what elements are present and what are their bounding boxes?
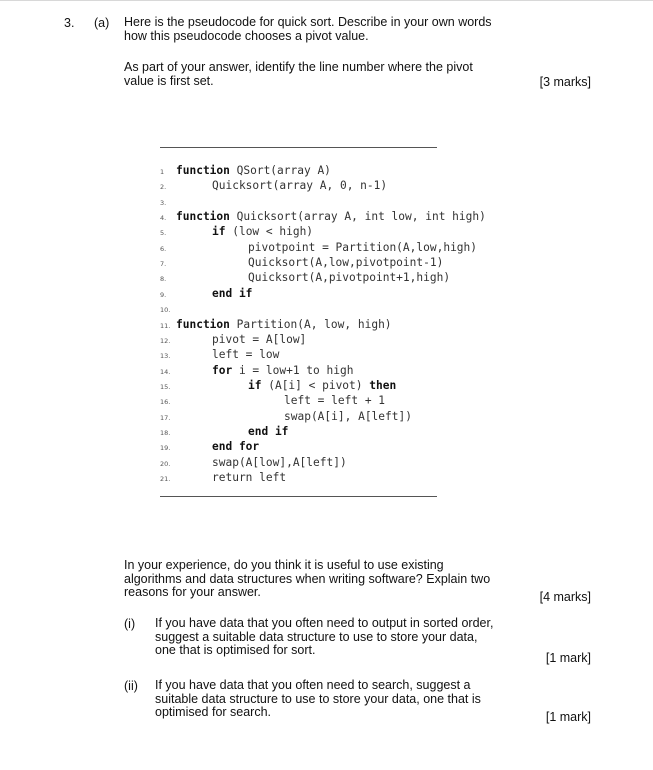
code-text: return left: [212, 471, 287, 484]
question-intro-line: Here is the pseudocode for quick sort. Describe in your own words: [124, 15, 492, 29]
code-line: [248, 241, 477, 254]
code-line-number: 9.: [160, 290, 167, 299]
code-line: [176, 318, 392, 331]
code-line: [212, 333, 306, 346]
code-keyword: function: [176, 210, 230, 224]
sub-question-i-line: one that is optimised for sort.: [155, 643, 316, 657]
code-line-number: 12.: [160, 336, 171, 345]
code-line-number: 13.: [160, 352, 171, 361]
code-line-number: 17.: [160, 413, 171, 422]
code-line-number: 4.: [160, 214, 167, 223]
marks-sub-ii: [1 mark]: [545, 710, 591, 724]
part-b-line: In your experience, do you think it is useful to use existing: [124, 558, 444, 572]
code-text: Quicksort(array A, 0, n-1): [212, 179, 388, 193]
code-line-number: 8.: [160, 275, 167, 284]
sub-question-i: [155, 617, 493, 658]
code-text: left = left + 1: [284, 394, 386, 408]
code-text: Quicksort(array A, int low, int high): [229, 210, 486, 224]
code-line: [248, 271, 450, 284]
code-keyword: function: [176, 164, 230, 177]
code-line: [176, 210, 486, 223]
code-keyword: end for: [212, 440, 260, 454]
code-line-number: 10.: [160, 306, 171, 315]
code-keyword: for: [212, 363, 233, 377]
code-line: [176, 164, 331, 177]
code-text: (low < high): [225, 225, 314, 239]
code-keyword: function: [176, 317, 230, 331]
code-line-number: 3.: [160, 198, 167, 207]
marks-sub-i: [1 mark]: [545, 651, 591, 665]
code-text: pivot = A[low]: [212, 332, 307, 346]
code-text: left = low: [212, 348, 280, 362]
question-intro-line: how this pseudocode chooses a pivot value.: [124, 28, 369, 43]
code-text: i = low+1 to high: [232, 363, 354, 377]
code-line-number: 20.: [160, 459, 171, 468]
code-line-number: 19.: [160, 444, 171, 453]
code-line: [212, 471, 286, 484]
sub-question-ii-line: optimised for search.: [155, 705, 272, 719]
code-line: [212, 348, 279, 361]
code-text: (A[i] < pivot): [261, 378, 370, 392]
code-line-number: 2.: [160, 183, 167, 192]
sub-question-i-line: If you have data that you often need to output in sorted order,: [155, 616, 494, 630]
code-line: [212, 225, 313, 238]
code-line: [284, 394, 385, 407]
question-part-label: (a): [94, 16, 110, 30]
code-line: [212, 287, 252, 300]
code-line: [212, 440, 259, 453]
sub-question-ii-label: (ii): [124, 679, 138, 693]
question-answer-instructions: [124, 61, 473, 88]
code-keyword: then: [369, 378, 397, 392]
sub-question-ii-line: suitable data structure to use to store your data, one that is: [155, 691, 481, 706]
code-text: pivotpoint = Partition(A,low,high): [248, 240, 478, 254]
code-keyword: if: [212, 225, 226, 239]
code-text: swap(A[low],A[left]): [212, 455, 347, 469]
code-top-rule: [160, 147, 437, 148]
code-line-number: 5.: [160, 229, 167, 238]
sub-question-i-line: suggest a suitable data structure to use to store your data,: [155, 629, 478, 644]
part-b-question: [124, 559, 490, 600]
code-bottom-rule: [160, 496, 437, 497]
marks-part-b: [4 marks]: [539, 590, 591, 604]
code-keyword: end if: [248, 424, 289, 438]
code-line-number: 1: [160, 168, 165, 176]
code-line: [212, 456, 347, 469]
code-text: Partition(A, low, high): [229, 317, 392, 331]
code-line: [212, 179, 387, 192]
code-text: QSort(array A): [229, 164, 331, 177]
code-line-number: 16.: [160, 398, 171, 407]
question-number: 3.: [64, 16, 75, 30]
sub-question-ii-line: If you have data that you often need to search, suggest a: [155, 678, 471, 692]
sub-question-ii: [155, 679, 481, 720]
code-line-number: 18.: [160, 428, 171, 437]
code-line: [248, 425, 288, 438]
code-line: [212, 364, 353, 377]
page-top-border: [0, 0, 653, 1]
part-b-line: algorithms and data structures when writing software? Explain two: [124, 571, 491, 586]
code-line: [248, 256, 443, 269]
part-b-line: reasons for your answer.: [124, 585, 261, 599]
code-keyword: end if: [212, 286, 253, 300]
sub-question-i-label: (i): [124, 617, 136, 631]
answer-instruction-line: value is first set.: [124, 73, 214, 88]
marks-part-a: [3 marks]: [539, 75, 591, 89]
code-text: Quicksort(A,low,pivotpoint-1): [248, 256, 444, 270]
code-line: [248, 379, 396, 392]
question-intro: [124, 16, 492, 43]
code-line-number: 7.: [160, 260, 167, 269]
code-line-number: 14.: [160, 367, 171, 376]
code-line-number: 6.: [160, 244, 167, 253]
code-line-number: 11.: [160, 321, 171, 330]
answer-instruction-line: As part of your answer, identify the line number where the pivot: [124, 60, 473, 74]
code-line: [284, 410, 412, 423]
code-keyword: if: [248, 378, 262, 392]
code-text: swap(A[i], A[left]): [284, 409, 412, 423]
code-line-number: 21.: [160, 475, 171, 483]
code-text: Quicksort(A,pivotpoint+1,high): [248, 271, 451, 285]
code-line-number: 15.: [160, 382, 171, 391]
